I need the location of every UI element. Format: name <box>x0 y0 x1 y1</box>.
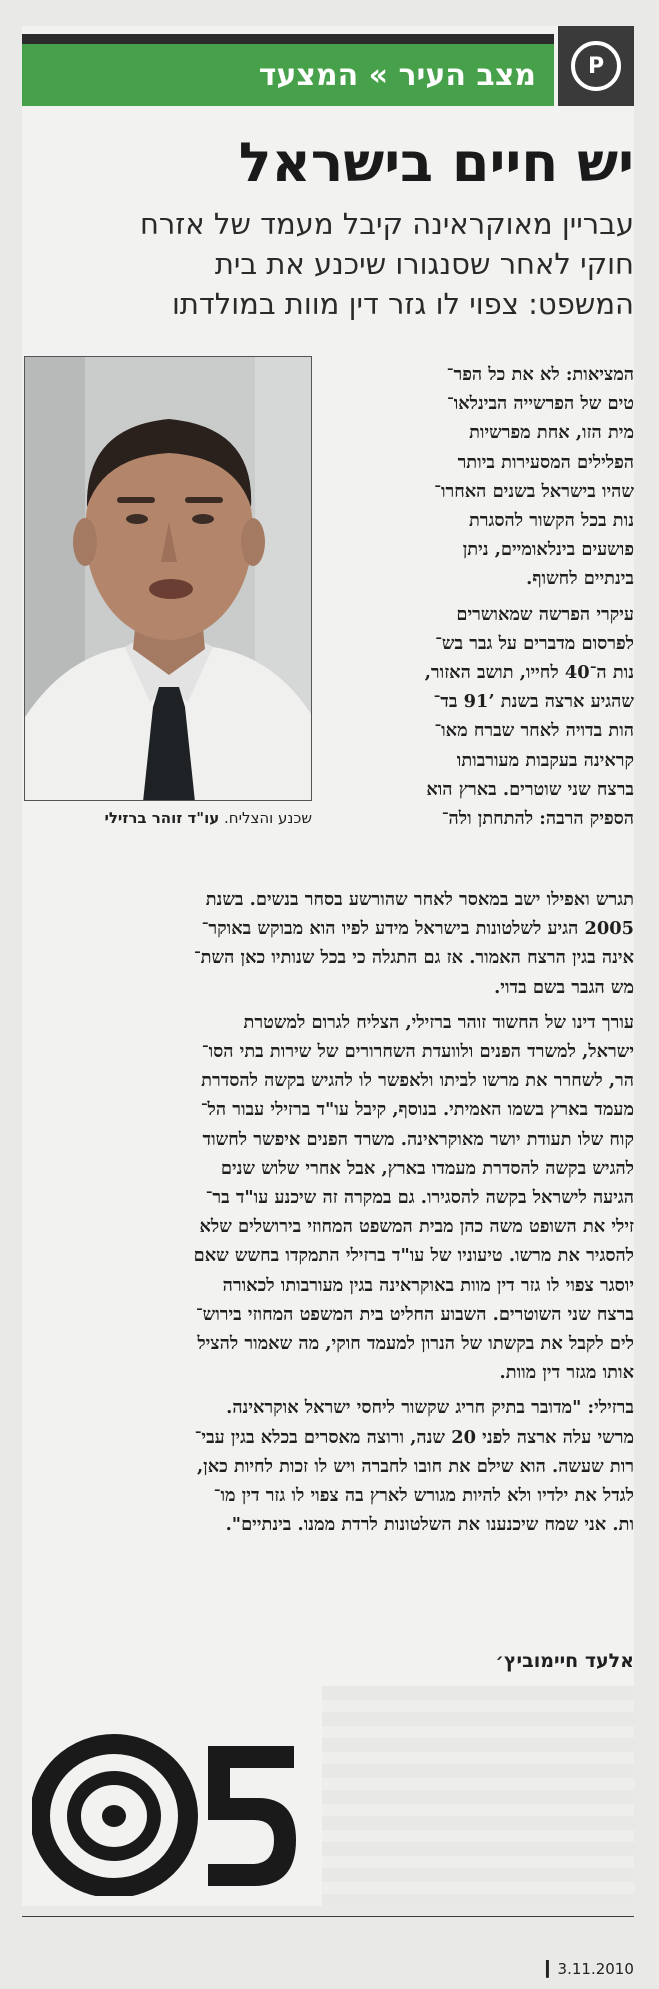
section-label-bar <box>22 34 554 106</box>
issue-date: ▎3.11.2010 <box>546 1960 634 1978</box>
subhead-line: חוקי לאחר שסנגורו שיכנע את בית <box>214 247 634 281</box>
body-line: אינה בגין הרצח האמור. אז גם התגלה כי בכל שנותיו כאן השת־ <box>193 947 634 969</box>
body-line: 2005 הגיע לשלטונות בישראל מידע לפיו הוא מבוקש באוקר־ <box>201 918 634 940</box>
body-line: קוח שלו תעודת יושר מאוקראינה. משרד הפנים איפשר לחשוד <box>202 1128 634 1150</box>
section-05-logo-icon <box>32 1726 312 1896</box>
body-line: בינתיים לחשוף. <box>526 568 634 590</box>
body-line: מעמד בארץ בשמו האמיתי. בנוסף, קיבל עו"ד ברזילי עבור הל־ <box>200 1099 634 1121</box>
body-line: הר, לשחרר את מרשו לביתו ולאפשר לו להגיש בקשה להסדרת <box>201 1070 634 1092</box>
body-line: לפרסום מדברים על גבר בש־ <box>435 632 634 654</box>
byline: אלעד חיימוביץ׳ <box>495 1650 634 1672</box>
body-line: הפלילים המסעירות ביותר <box>457 451 634 473</box>
section-05-logo <box>32 1726 312 1896</box>
article-body-wide <box>22 885 634 1539</box>
article-subhead <box>22 204 634 324</box>
body-line: זילי את השופט משה כהן מבית המשפט המחוזי בירושלים שלא <box>199 1216 634 1238</box>
section-label: מצב העיר » המצעד <box>258 57 536 93</box>
body-line: מית הזו, אחת מפרשיות <box>469 422 634 444</box>
article-headline: יש חיים בישראל <box>238 131 634 194</box>
body-line: נות ה־40 לחייו, תושב האזור, <box>424 662 634 684</box>
body-line: יוסגר צפוי לו גזר דין מוות באוקראינה בגין מעורבותו לכאורה <box>222 1274 634 1296</box>
body-line: עיקרי הפרשה שמאושרים <box>456 603 634 625</box>
body-line: טים של הפרשייה הבינלאו־ <box>446 393 634 415</box>
logo-p-icon: P <box>571 41 621 91</box>
body-line: פושעים בינלאומיים, ניתן <box>462 539 634 561</box>
portrait-photo <box>24 356 312 801</box>
body-line: להסגיר את מרשו. טיעוניו של עו"ד ברזילי התמקדו בחשש שאם <box>193 1245 634 1267</box>
body-line: לים לקבל את בקשתו של הנרון למעמד חוקי, מה שאמור להציל <box>197 1333 634 1355</box>
subhead-line: המשפט: צפוי לו גזר דין מוות במולדתו <box>171 287 634 321</box>
body-line: ות. אני שמח שיכנענו את השלטונות לרדת ממנו. בינתיים". <box>225 1514 634 1536</box>
body-line: קראינה בעקבות מעורבותו <box>456 749 634 771</box>
photo-caption <box>24 808 312 828</box>
subhead-line: עבריין מאוקראינה קיבל מעמד של אזרח <box>139 207 634 241</box>
body-line: עורך דינו של החשוד זוהר ברזילי, הצליח לגרום למשטרת <box>243 1011 634 1033</box>
section-header <box>22 26 634 106</box>
body-line: הות בדויה לאחר שברח מאו־ <box>434 720 634 742</box>
body-line: לגדל את ילדיו ולא להיות מגורש לארץ בה צפוי לו גזר דין מו־ <box>213 1485 634 1507</box>
newspaper-clipping <box>22 26 634 1906</box>
body-line: המציאות: לא את כל הפר־ <box>446 364 634 385</box>
body-line: הגיעה לישראל בקשה להסגירו. גם במקרה זה שיכנע עו"ד בר־ <box>205 1187 634 1209</box>
portrait-illustration <box>25 357 312 801</box>
body-line: מש הגבר בשם בדוי. <box>494 976 634 998</box>
body-line: תגרש ואפילו ישב במאסר לאחר שהורשע בסחר בנשים. בשנת <box>205 889 634 910</box>
body-line: אותו מגזר דין מוות. <box>499 1362 634 1384</box>
footer-rule <box>22 1916 634 1917</box>
body-line: ישראל, למשרד הפנים ולוועדת השחרורים של שירות בתי הסו־ <box>201 1041 634 1063</box>
body-line: ברזילי: "מדובר בתיק חריג שקשור ליחסי ישראל אוקראינה. <box>226 1397 634 1419</box>
body-line: ברצח שני שוטרים. בארץ הוא <box>426 778 634 800</box>
body-line: הספיק הרבה: להתחתן ולה־ <box>441 808 634 830</box>
body-line: להגיש בקשה להסדרת מעמדו בארץ, אבל אחרי שלוש שנים <box>220 1157 634 1179</box>
body-line: ברצח שני השוטרים. השבוע החליט בית המשפט המחוזי בירוש־ <box>195 1303 634 1325</box>
caption-text: שכנע והצליח. <box>224 809 312 827</box>
body-line: רות שעשה. הוא שילם את חובו לחברה ויש לו זכות לחיות כאן, <box>196 1455 634 1477</box>
caption-name: עו"ד זוהר ברזילי <box>104 809 220 827</box>
body-line: נות בכל הקשור להסגרת <box>468 510 634 532</box>
section-logo-text <box>32 1726 33 1727</box>
body-line: שהגיע ארצה בשנת ’91 בד־ <box>433 691 634 713</box>
article-body-narrow <box>324 360 634 833</box>
bleed-through-background <box>322 1686 634 1906</box>
body-line: שהיו בישראל בשנים האחרו־ <box>434 480 634 502</box>
publication-logo <box>558 26 634 106</box>
body-line: מרשי עלה ארצה לפני 20 שנה, ורוצה מאסרים בכלא בגין עבי־ <box>194 1426 634 1448</box>
